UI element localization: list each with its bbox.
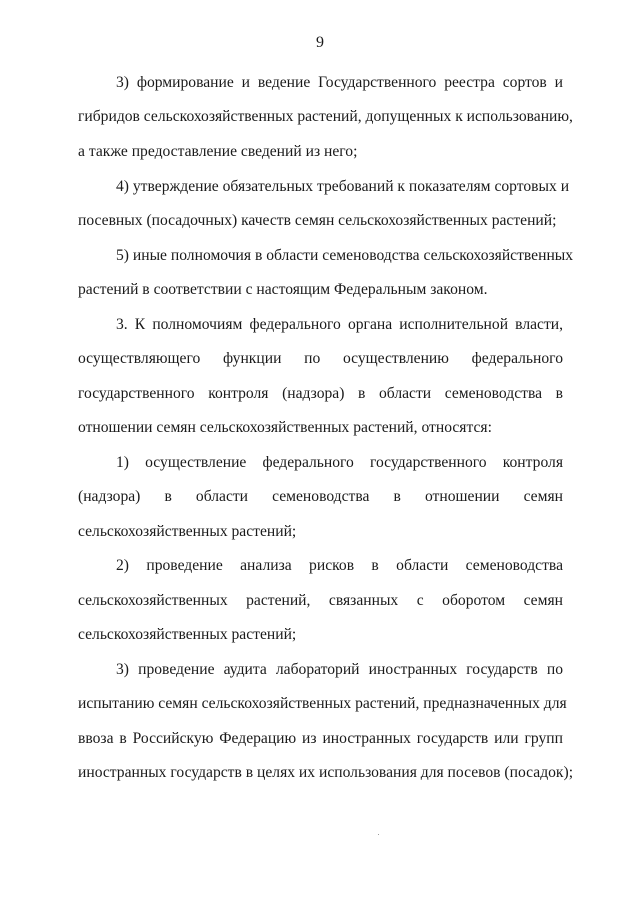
- text-line: осуществляющего функции по осуществлению федерального: [78, 350, 563, 367]
- text-line: растений в соответствии с настоящим Федеральным законом.: [78, 281, 488, 298]
- text-line: ввоза в Российскую Федерацию из иностранных государств или групп: [78, 730, 563, 747]
- text-line: сельскохозяйственных растений;: [78, 523, 297, 540]
- text-line: 3) проведение аудита лабораторий иностранных государств по: [116, 661, 563, 678]
- text-line: 1) осуществление федерального государственного контроля: [116, 454, 563, 471]
- text-line: 3) формирование и ведение Государственного реестра сортов и: [116, 74, 563, 91]
- text-line: сельскохозяйственных растений;: [78, 626, 297, 643]
- text-line: сельскохозяйственных растений, связанных с оборотом семян: [78, 592, 563, 609]
- text-line: иностранных государств в целях их использования для посевов (посадок);: [78, 764, 574, 781]
- text-line: 5) иные полномочия в области семеноводства сельскохозяйственных: [116, 247, 574, 264]
- text-line: а также предоставление сведений из него;: [78, 143, 358, 160]
- text-line: 2) проведение анализа рисков в области семеноводства: [116, 557, 563, 574]
- text-line: испытанию семян сельскохозяйственных растений, предназначенных для: [78, 695, 567, 712]
- text-line: государственного контроля (надзора) в области семеноводства в: [78, 385, 563, 402]
- text-line: 3. К полномочиям федерального органа исполнительной власти,: [116, 316, 563, 333]
- scan-speck: [378, 834, 379, 835]
- text-line: (надзора) в области семеноводства в отношении семян: [78, 488, 563, 505]
- text-line: посевных (посадочных) качеств семян сельскохозяйственных растений;: [78, 212, 557, 229]
- text-line: отношении семян сельскохозяйственных растений, относятся:: [78, 419, 492, 436]
- text-line: 4) утверждение обязательных требований к показателям сортовых и: [116, 178, 570, 195]
- text-line: гибридов сельскохозяйственных растений, допущенных к использованию,: [78, 108, 573, 125]
- page-number: 9: [316, 34, 324, 51]
